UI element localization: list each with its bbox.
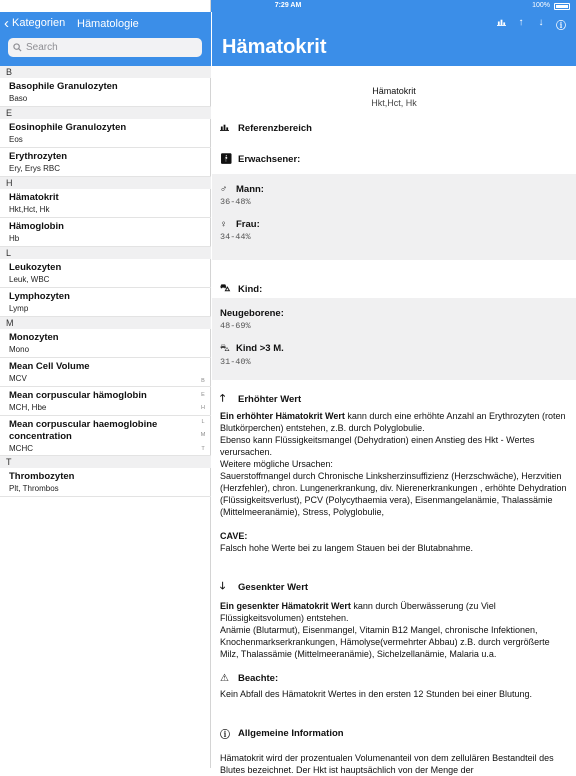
section-header: B bbox=[0, 66, 211, 78]
index-letter[interactable]: E bbox=[201, 391, 205, 398]
master-title: Hämatologie bbox=[77, 18, 139, 30]
woman-text: Frau: bbox=[236, 219, 260, 230]
child-label: Kind: bbox=[238, 283, 263, 295]
info-text: Hämatokrit wird der prozentualen Volumenanteil von dem zellulären Bestandteil des Blutes bezeichnet. Der Hkt ist hauptsächlich von der Menge der bbox=[220, 753, 554, 775]
bar-chart-icon[interactable] bbox=[496, 17, 506, 32]
back-button[interactable] bbox=[4, 14, 66, 32]
section-index[interactable] bbox=[198, 378, 208, 459]
index-letter[interactable]: L bbox=[201, 418, 205, 425]
bar-chart-icon bbox=[220, 122, 238, 134]
item-subtitle: Hkt,Hct, Hk bbox=[9, 205, 50, 214]
section-header: L bbox=[0, 247, 211, 259]
list-item[interactable] bbox=[0, 329, 211, 358]
item-subtitle: MCHC bbox=[9, 444, 33, 453]
cave-text: Falsch hohe Werte bei zu langem Stauen bei der Blutabnahme. bbox=[220, 543, 473, 553]
detail-abbr: Hkt,Hct, Hk bbox=[371, 98, 417, 108]
item-title: Leukozyten bbox=[9, 262, 62, 273]
adults-row bbox=[212, 140, 576, 174]
item-title: Basophile Granulozyten bbox=[9, 81, 118, 92]
arrow-up-icon[interactable]: ↑ bbox=[518, 17, 524, 28]
item-subtitle: Leuk, WBC bbox=[9, 275, 50, 284]
high-bold: Ein erhöhter Hämatokrit Wert bbox=[220, 411, 345, 421]
detail-nav-bar bbox=[212, 12, 576, 66]
arrow-down-icon[interactable]: ↓ bbox=[538, 17, 544, 28]
child3-label bbox=[212, 343, 576, 355]
woman-label bbox=[212, 219, 576, 230]
index-letter[interactable]: M bbox=[200, 432, 206, 438]
stroller-icon: ⛍ bbox=[220, 343, 230, 354]
stroller-icon: ⛍ bbox=[220, 282, 231, 294]
list-item[interactable] bbox=[0, 468, 211, 497]
list-item[interactable] bbox=[0, 148, 211, 177]
high-text-3: Weitere mögliche Ursachen: bbox=[220, 459, 333, 469]
high-section-title bbox=[212, 380, 576, 406]
item-subtitle: Plt, Thrombos bbox=[9, 484, 59, 493]
item-subtitle: Eos bbox=[9, 135, 23, 144]
child3-value: 31-40% bbox=[220, 357, 251, 367]
search-input[interactable] bbox=[26, 42, 186, 53]
high-text-2: Ebenso kann Flüssigkeitsmangel (Dehydration) einen Anstieg des Hkt - Wertes verursachen. bbox=[220, 435, 535, 457]
child-values-block bbox=[212, 298, 576, 380]
item-subtitle: Hb bbox=[9, 234, 20, 243]
item-subtitle: Ery, Erys RBC bbox=[9, 164, 60, 173]
reference-section-title bbox=[212, 116, 576, 140]
info-title-text: Allgemeine Information bbox=[238, 727, 344, 739]
man-value: 36-48% bbox=[220, 197, 251, 207]
page-title: Hämatokrit bbox=[222, 36, 327, 58]
low-title-text: Gesenkter Wert bbox=[238, 581, 309, 593]
section-header: H bbox=[0, 177, 211, 189]
index-letter[interactable]: H bbox=[201, 405, 205, 411]
list-item[interactable] bbox=[0, 387, 211, 416]
search-icon bbox=[13, 43, 22, 52]
note-text: Kein Abfall des Hämatokrit Wertes in den ersten 12 Stunden bei einer Blutung. bbox=[220, 689, 533, 699]
list-item[interactable] bbox=[0, 288, 211, 317]
arrow-down-icon: 🡓 bbox=[220, 580, 226, 592]
cave-block bbox=[212, 530, 576, 554]
master-nav-bar bbox=[0, 12, 211, 66]
note-title bbox=[212, 668, 576, 688]
high-paragraph bbox=[212, 410, 576, 518]
high-text-4: Sauerstoffmangel durch Chronische Linksherzinsuffizienz (Herzschwäche), Herzvitien (Herzfehler), chron. Lungenerkrankung, div. Nierenerkrankungen , erhöhte Dehydration (Flüssigkeitsverlust), PCV (Polycythaemia vera), Eisenmangelanämie, Thalassämie (Mittelmeeranämie), Stress, Polyglobulie, bbox=[220, 471, 567, 517]
detail-name: Hämatokrit bbox=[372, 86, 416, 96]
search-bar[interactable] bbox=[8, 38, 202, 57]
battery-percent: 100% bbox=[532, 2, 550, 9]
man-text: Mann: bbox=[236, 184, 264, 195]
item-list bbox=[0, 66, 211, 497]
man-label bbox=[212, 184, 576, 195]
item-title: Mean corpuscular hämoglobin bbox=[9, 390, 147, 401]
list-item[interactable] bbox=[0, 358, 211, 387]
person-icon: 🚹︎ bbox=[220, 153, 233, 165]
list-item[interactable] bbox=[0, 78, 211, 107]
low-text-2: Anämie (Blutarmut), Eisenmangel, Vitamin B12 Mangel, chronische Infektionen, Knochenmarkserkrankungen, Hämolyse(vermehrter Abbau) z.B. durch vergrößerte Milz, Thalassämie (Mittelmeeranämie), Sichelzellanämie, Malaria u.a. bbox=[220, 625, 550, 659]
nav-actions bbox=[496, 17, 566, 32]
newborn-value: 48-69% bbox=[220, 321, 251, 331]
item-subtitle: MCH, Hbe bbox=[9, 403, 47, 412]
item-title: Mean corpuscular haemoglobine concentration bbox=[9, 419, 158, 442]
info-section-title bbox=[212, 720, 576, 746]
detail-header bbox=[212, 66, 576, 116]
section-header: T bbox=[0, 456, 211, 468]
low-text-1: kann durch Überwässerung (zu Viel Flüssigkeitsvolumen) entstehen. bbox=[220, 601, 496, 623]
info-icon: ⓘ bbox=[220, 729, 230, 741]
list-item[interactable] bbox=[0, 218, 211, 247]
adult-values-block bbox=[212, 174, 576, 260]
child-row bbox=[212, 260, 576, 298]
list-item[interactable] bbox=[0, 119, 211, 148]
female-icon: ♀ bbox=[220, 219, 228, 230]
item-subtitle: Lymp bbox=[9, 304, 29, 313]
info-icon[interactable]: ⓘ bbox=[556, 21, 566, 32]
item-subtitle: MCV bbox=[9, 374, 27, 383]
newborn-label: Neugeborene: bbox=[220, 308, 284, 319]
item-title: Mean Cell Volume bbox=[9, 361, 90, 372]
high-text-1: kann durch eine erhöhte Anzahl an Erythrozyten (roten Blutkörperchen) entstehen, z.B. durch Polyglobulie. bbox=[220, 411, 566, 433]
item-subtitle: Baso bbox=[9, 94, 28, 103]
list-item[interactable] bbox=[0, 259, 211, 288]
list-item[interactable] bbox=[0, 189, 211, 218]
master-pane bbox=[0, 0, 211, 768]
adults-label: Erwachsener: bbox=[238, 153, 301, 165]
low-section-title bbox=[212, 574, 576, 600]
male-icon: ♂ bbox=[220, 184, 228, 195]
item-title: Hämatokrit bbox=[9, 192, 59, 203]
item-title: Monozyten bbox=[9, 332, 59, 343]
list-item[interactable] bbox=[0, 416, 211, 456]
woman-value: 34-44% bbox=[220, 232, 251, 242]
high-title-text: Erhöhter Wert bbox=[238, 393, 302, 405]
arrow-up-icon: 🡑 bbox=[220, 392, 226, 404]
cave-title: CAVE: bbox=[220, 531, 248, 541]
reference-title-text: Referenzbereich bbox=[238, 122, 312, 134]
detail-pane bbox=[212, 0, 576, 775]
warning-icon: ⚠ bbox=[220, 672, 229, 684]
low-paragraph bbox=[212, 600, 576, 660]
back-label: Kategorien bbox=[12, 17, 66, 29]
item-title: Lymphozyten bbox=[9, 291, 70, 302]
child3-text: Kind >3 M. bbox=[236, 343, 284, 354]
item-title: Erythrozyten bbox=[9, 151, 68, 162]
note-title-text: Beachte: bbox=[238, 672, 279, 684]
section-header: M bbox=[0, 317, 211, 329]
item-title: Thrombozyten bbox=[9, 471, 75, 482]
chevron-left-icon: ‹ bbox=[4, 14, 9, 32]
item-title: Hämoglobin bbox=[9, 221, 64, 232]
item-title: Eosinophile Granulozyten bbox=[9, 122, 127, 133]
index-letter[interactable]: B bbox=[201, 378, 205, 384]
item-subtitle: Mono bbox=[9, 345, 30, 354]
section-header: E bbox=[0, 107, 211, 119]
detail-content bbox=[212, 66, 576, 776]
low-bold: Ein gesenkter Hämatokrit Wert bbox=[220, 601, 351, 611]
status-time: 7:29 AM bbox=[274, 2, 302, 9]
index-letter[interactable]: T bbox=[201, 445, 205, 452]
